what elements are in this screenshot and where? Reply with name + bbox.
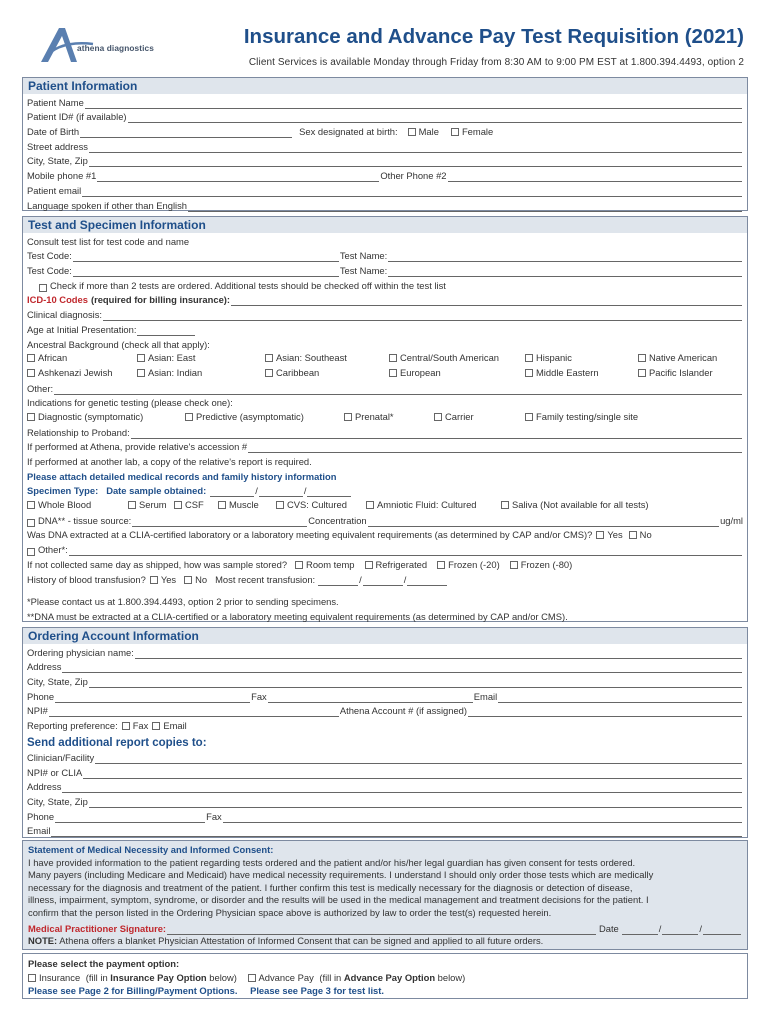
indications-label: Indications for genetic testing (please check one): [27,397,233,409]
ancestry-option: Hispanic [536,352,572,364]
clinical-field[interactable] [103,311,742,321]
indication-options-row [23,409,747,424]
age-row [23,321,747,336]
copy-phone-field[interactable] [55,813,205,823]
refrigerated-label: Refrigerated [375,558,428,570]
npi-label: NPI# [27,705,48,717]
attach-row [23,468,747,483]
ancestry-option: Central/South American [400,352,500,364]
copy-address-row [23,779,747,794]
signature-row: Medical Practitioner Signature: Date / / [28,923,742,936]
more-tests-checkbox[interactable] [39,284,47,292]
ancestry-checkbox[interactable] [27,354,35,362]
transfusion-month-field[interactable] [318,576,358,586]
dna-note: **DNA must be extracted at a CLIA-certified or a laboratory meeting equivalent requirements (as determined by CAP and/or CMS). [27,610,568,622]
consent-note: Athena offers a blanket Physician Attestation of Informed Consent that can be signed and applied to all future orders. [59,935,544,947]
client-services-info: Client Services is available Monday through Friday from 8:30 AM to 9:00 PM EST at 1.800.394.4493, option 2 [248,57,744,68]
specimen-checkbox[interactable] [218,501,226,509]
frozen-80-checkbox[interactable] [510,561,518,569]
ancestry-checkbox[interactable] [638,369,646,377]
ancestry-option: Asian: Indian [148,366,203,378]
insurance-fill-in: (fill in [85,971,108,983]
note2-row [23,608,747,623]
clinician-row [23,749,747,764]
date-month-field[interactable] [210,487,254,497]
ancestry-checkbox[interactable] [137,354,145,362]
npi-clia-row [23,764,747,779]
account-label: Athena Account # (if assigned) [339,705,468,717]
consent-section [22,840,748,950]
specimen-option: Muscle [229,499,259,511]
ordering-city-field[interactable] [89,678,742,688]
specimen-options-row [23,497,747,512]
ordering-address-field[interactable] [62,663,742,673]
test-code-label: Test Code: [27,265,72,277]
ancestry-checkbox[interactable] [525,369,533,377]
ancestry-option: Native American [649,352,718,364]
dob-row [23,123,747,138]
test-code-row-1 [23,248,747,263]
signature-month-field[interactable] [622,925,658,935]
specimen-checkbox[interactable] [128,501,136,509]
dob-field[interactable] [80,128,292,138]
age-label: Age at Initial Presentation: [27,323,137,335]
consent-line-1: I have provided information to the patient regarding tests ordered and the patient and/or his/her legal guardian has given consent for tests ordered. [28,856,636,868]
physician-field[interactable] [135,649,742,659]
npi-row [23,703,747,718]
test-name-label: Test Name: [339,265,388,277]
report-fax-label: Fax [132,720,149,732]
ancestry-row-1 [23,351,747,366]
specimen-checkbox[interactable] [276,501,284,509]
icd-required-label: (required for billing insurance): [90,294,231,306]
ordering-address-row [23,659,747,674]
frozen-80-label: Frozen (-80) [520,558,573,570]
frozen-20-checkbox[interactable] [437,561,445,569]
note-label: NOTE: [28,935,58,947]
indication-checkbox[interactable] [434,413,442,421]
report-fax-checkbox[interactable] [122,722,130,730]
mobile-field[interactable] [97,172,379,182]
date-year-field[interactable] [307,487,351,497]
accession-field[interactable] [248,443,742,453]
recent-transfusion-label: Most recent transfusion: [215,573,316,585]
other-ancestry-row [23,380,747,395]
account-field[interactable] [468,707,742,717]
ancestry-checkbox[interactable] [265,354,273,362]
advance-pay-label: Advance Pay [258,971,314,983]
refrigerated-checkbox[interactable] [365,561,373,569]
transfusion-row: History of blood transfusion? Yes No Most recent transfusion: / / [23,571,747,586]
clinical-row [23,306,747,321]
transfusion-year-field[interactable] [407,576,447,586]
email-label: Patient email [27,184,82,196]
test-code-row-2 [23,262,747,277]
transfusion-no-label: No [195,573,208,585]
ancestry-checkbox[interactable] [27,369,35,377]
insurance-below: below) [209,971,237,983]
payment-options-row [28,971,742,985]
specimen-checkbox[interactable] [501,501,509,509]
consult-row [23,233,747,248]
concentration-label: Concentration [308,514,367,526]
contact-note: *Please contact us at 1.800.394.4493, option 2 prior to sending specimens. [27,596,339,608]
city-label: City, State, Zip [27,676,88,688]
icd-label: ICD-10 Codes [27,294,88,306]
specimen-option: Whole Blood [38,499,92,511]
clia-row [23,527,747,542]
advance-pay-checkbox[interactable] [248,974,256,982]
other-specimen-field[interactable] [69,546,742,556]
signature-label: Medical Practitioner Signature: [28,922,167,934]
indication-option: Family testing/single site [536,410,639,422]
transfusion-day-field[interactable] [363,576,403,586]
indication-checkbox[interactable] [525,413,533,421]
specimen-type-label: Specimen Type: [27,485,99,497]
city-row [23,153,747,168]
ancestry-checkbox[interactable] [389,369,397,377]
email-label: Email [473,690,498,702]
street-row [23,138,747,153]
email-label: Email [27,825,51,837]
send-copies-heading: Send additional report copies to: [27,737,207,750]
athena-logo [37,22,167,66]
signature-field[interactable] [167,925,596,935]
specimen-option: Serum [139,499,167,511]
test-name-field-2[interactable] [388,267,742,277]
patient-id-row [23,109,747,124]
signature-day-field[interactable] [662,925,698,935]
date-obtained-label: Date sample obtained: [106,485,207,497]
clia-no-checkbox[interactable] [629,531,637,539]
icd-row [23,292,747,307]
other-specimen-row [23,541,747,556]
indications-row [23,395,747,410]
copy-fax-field[interactable] [223,813,742,823]
ancestry-option: Caribbean [276,366,320,378]
other-specimen-label: Other*: [38,544,68,556]
language-row [23,197,747,212]
note1-row [23,594,747,609]
sex-label: Sex designated at birth: [299,126,398,138]
concentration-field[interactable] [368,517,719,527]
ug-ml-label: ug/ml [720,514,743,526]
consent-heading: Statement of Medical Necessity and Informed Consent: [28,844,274,855]
transfusion-no-checkbox[interactable] [184,576,192,584]
payment-section [22,953,748,999]
indication-checkbox[interactable] [344,413,352,421]
ancestry-checkbox[interactable] [137,369,145,377]
transfusion-yes-label: Yes [160,573,177,585]
phone-label: Phone [27,690,55,702]
dna-checkbox[interactable] [27,519,35,527]
language-label: Language spoken if other than English [27,199,188,211]
billing-page-note: Please see Page 2 for Billing/Payment Options. [28,985,238,996]
more-tests-label: Check if more than 2 tests are ordered. Additional tests should be checked off within the test list [50,279,446,291]
physician-label: Ordering physician name: [27,646,134,658]
phone-row [23,167,747,182]
ancestry-row-2 [23,365,747,380]
room-temp-checkbox[interactable] [295,561,303,569]
specimen-option: Amniotic Fluid: Cultured [377,499,477,511]
transfusion-yes-checkbox[interactable] [150,576,158,584]
indication-option: Carrier [445,410,474,422]
ancestry-checkbox[interactable] [265,369,273,377]
indication-option: Prenatal* [355,410,394,422]
storage-question: If not collected same day as shipped, how was sample stored? [27,558,288,570]
patient-name-field[interactable] [85,99,742,109]
advance-below: below) [437,971,466,983]
phone-label: Phone [27,810,55,822]
ordering-phone-field[interactable] [55,693,250,703]
dna-label: DNA** - tissue source: [38,514,132,526]
clia-yes-label: Yes [607,529,623,541]
signature-year-field[interactable] [703,925,741,935]
date-label: Date [598,922,619,934]
consent-line-5: confirm that the person listed in the Ordering Physician space above is authorized by law to order the test(s) requested herein. [28,906,552,918]
ordering-account-heading: Ordering Account Information [23,628,747,644]
clinician-field[interactable] [95,754,742,764]
ordering-phone-row [23,688,747,703]
ordering-account-section [22,627,748,838]
ancestral-row [23,336,747,351]
patient-information-heading: Patient Information [23,78,747,94]
reporting-row [23,717,747,732]
payment-heading: Please select the payment option: [28,958,180,969]
dna-row [23,512,747,527]
other-ancestry-field[interactable] [54,385,742,395]
storage-row [23,556,747,571]
street-label: Street address [27,140,88,152]
fax-label: Fax [206,810,222,822]
insurance-checkbox[interactable] [28,974,36,982]
age-field[interactable] [137,326,195,336]
clinical-label: Clinical diagnosis: [27,309,103,321]
female-label: Female [461,126,494,138]
ordering-fax-field[interactable] [268,693,473,703]
indication-checkbox[interactable] [27,413,35,421]
copy-address-field[interactable] [62,783,742,793]
report-email-checkbox[interactable] [152,722,160,730]
specimen-checkbox[interactable] [174,501,182,509]
patient-id-label: Patient ID# (if available) [27,111,127,123]
test-specimen-section [22,216,748,622]
date-day-field[interactable] [259,487,303,497]
npi-clia-field[interactable] [83,769,742,779]
address-label: Address [27,661,62,673]
city-field[interactable] [89,157,742,167]
ancestry-option: Asian: Southeast [276,352,347,364]
email-field[interactable] [82,187,742,197]
advance-fill-in: (fill in [319,971,342,983]
copy-email-field[interactable] [51,827,742,837]
test-list-page-note: Please see Page 3 for test list. [250,985,384,996]
attach-records-text: Please attach detailed medical records and family history information [27,470,337,482]
specimen-checkbox[interactable] [366,501,374,509]
dob-label: Date of Birth [27,126,80,138]
transfusion-question: History of blood transfusion? [27,573,146,585]
clia-no-label: No [639,529,652,541]
other-label: Other: [27,382,54,394]
npi-clia-label: NPI# or CLIA [27,766,83,778]
specimen-option: CVS: Cultured [287,499,347,511]
clia-yes-checkbox[interactable] [596,531,604,539]
other-lab-text: If performed at another lab, a copy of the relative's report is required. [27,456,312,467]
reporting-label: Reporting preference: [27,720,118,732]
report-email-label: Email [163,720,187,732]
male-label: Male [418,126,439,138]
email-row [23,182,747,197]
room-temp-label: Room temp [306,558,355,570]
copy-city-row [23,793,747,808]
ancestry-option: Middle Eastern [536,366,599,378]
city-label: City, State, Zip [27,795,88,807]
ancestry-option: European [400,366,441,378]
female-checkbox[interactable] [451,128,459,136]
npi-field[interactable] [49,707,339,717]
test-code-field-2[interactable] [73,267,339,277]
advance-form-name: Advance Pay Option [343,971,436,983]
copy-phone-row [23,808,747,823]
other-lab-row [23,453,747,468]
specimen-option: Saliva (Not available for all tests) [512,499,649,511]
indication-option: Diagnostic (symptomatic) [38,410,144,422]
test-code-field-1[interactable] [73,252,339,262]
relationship-label: Relationship to Proband: [27,426,130,438]
other-phone-field[interactable] [448,172,742,182]
ancestral-label: Ancestral Background (check all that apply): [27,338,210,350]
ordering-city-row [23,673,747,688]
relationship-row [23,424,747,439]
test-name-label: Test Name: [339,250,388,262]
ordering-email-field[interactable] [498,693,742,703]
test-name-field-1[interactable] [388,252,742,262]
test-specimen-heading: Test and Specimen Information [23,217,747,233]
more-tests-row [23,277,747,292]
other-phone-label: Other Phone #2 [380,170,447,182]
clinician-label: Clinician/Facility [27,751,95,763]
document-title: Insurance and Advance Pay Test Requisition (2021) [243,25,744,48]
frozen-20-label: Frozen (-20) [448,558,500,570]
indication-option: Predictive (asymptomatic) [196,410,304,422]
patient-id-field[interactable] [128,113,742,123]
consent-line-4: illness, impairment, symptom, syndrome, or disorder and the results will be used in the medical management and treatment decisions for the patient. I [28,894,649,906]
street-field[interactable] [89,143,742,153]
relationship-field[interactable] [131,429,742,439]
male-checkbox[interactable] [408,128,416,136]
consult-text: Consult test list for test code and name [27,235,190,247]
patient-information-section [22,77,748,211]
ancestry-option: Pacific Islander [649,366,713,378]
test-code-label: Test Code: [27,250,72,262]
city-label: City, State, Zip [27,155,88,167]
ancestry-option: African [38,352,68,364]
ancestry-checkbox[interactable] [525,354,533,362]
specimen-option: CSF [185,499,204,511]
ancestry-checkbox[interactable] [389,354,397,362]
consent-line-3: necessary for the diagnosis and treatment of the patient. I further confirm this test is medically necessary for the diagnosis or detection of disease, [28,881,633,893]
other-specimen-checkbox[interactable] [27,548,35,556]
indication-checkbox[interactable] [185,413,193,421]
patient-name-row [23,94,747,109]
accession-label: If performed at Athena, provide relative's accession # [27,441,248,453]
send-copies-row [23,732,747,749]
language-field[interactable] [188,202,742,212]
payment-links-row [28,984,742,998]
accession-row [23,439,747,454]
copy-city-field[interactable] [89,798,742,808]
logo-text: athena diagnostics [77,43,154,53]
consent-line-2: Many payers (including Medicare and Medicaid) have medical necessity requirements. I understand I should only order those tests which are medically [28,869,654,881]
consent-note-row [28,935,742,948]
clia-question: Was DNA extracted at a CLIA-certified laboratory or a laboratory meeting equivalent requirements (as determined by CAP and/or CMS)? [27,529,593,541]
address-label: Address [27,781,62,793]
specimen-type-row: Specimen Type: Date sample obtained: / / [23,483,747,498]
insurance-label: Insurance [39,971,81,983]
fax-label: Fax [251,690,267,702]
mobile-label: Mobile phone #1 [27,170,97,182]
ancestry-option: Ashkenazi Jewish [38,366,113,378]
patient-name-label: Patient Name [27,96,84,108]
copy-email-row [23,823,747,838]
ancestry-option: Asian: East [148,352,196,364]
ancestry-checkbox[interactable] [638,354,646,362]
insurance-form-name: Insurance Pay Option [110,971,207,983]
icd-field[interactable] [231,296,742,306]
physician-row [23,644,747,659]
specimen-checkbox[interactable] [27,501,35,509]
tissue-source-field[interactable] [132,517,307,527]
